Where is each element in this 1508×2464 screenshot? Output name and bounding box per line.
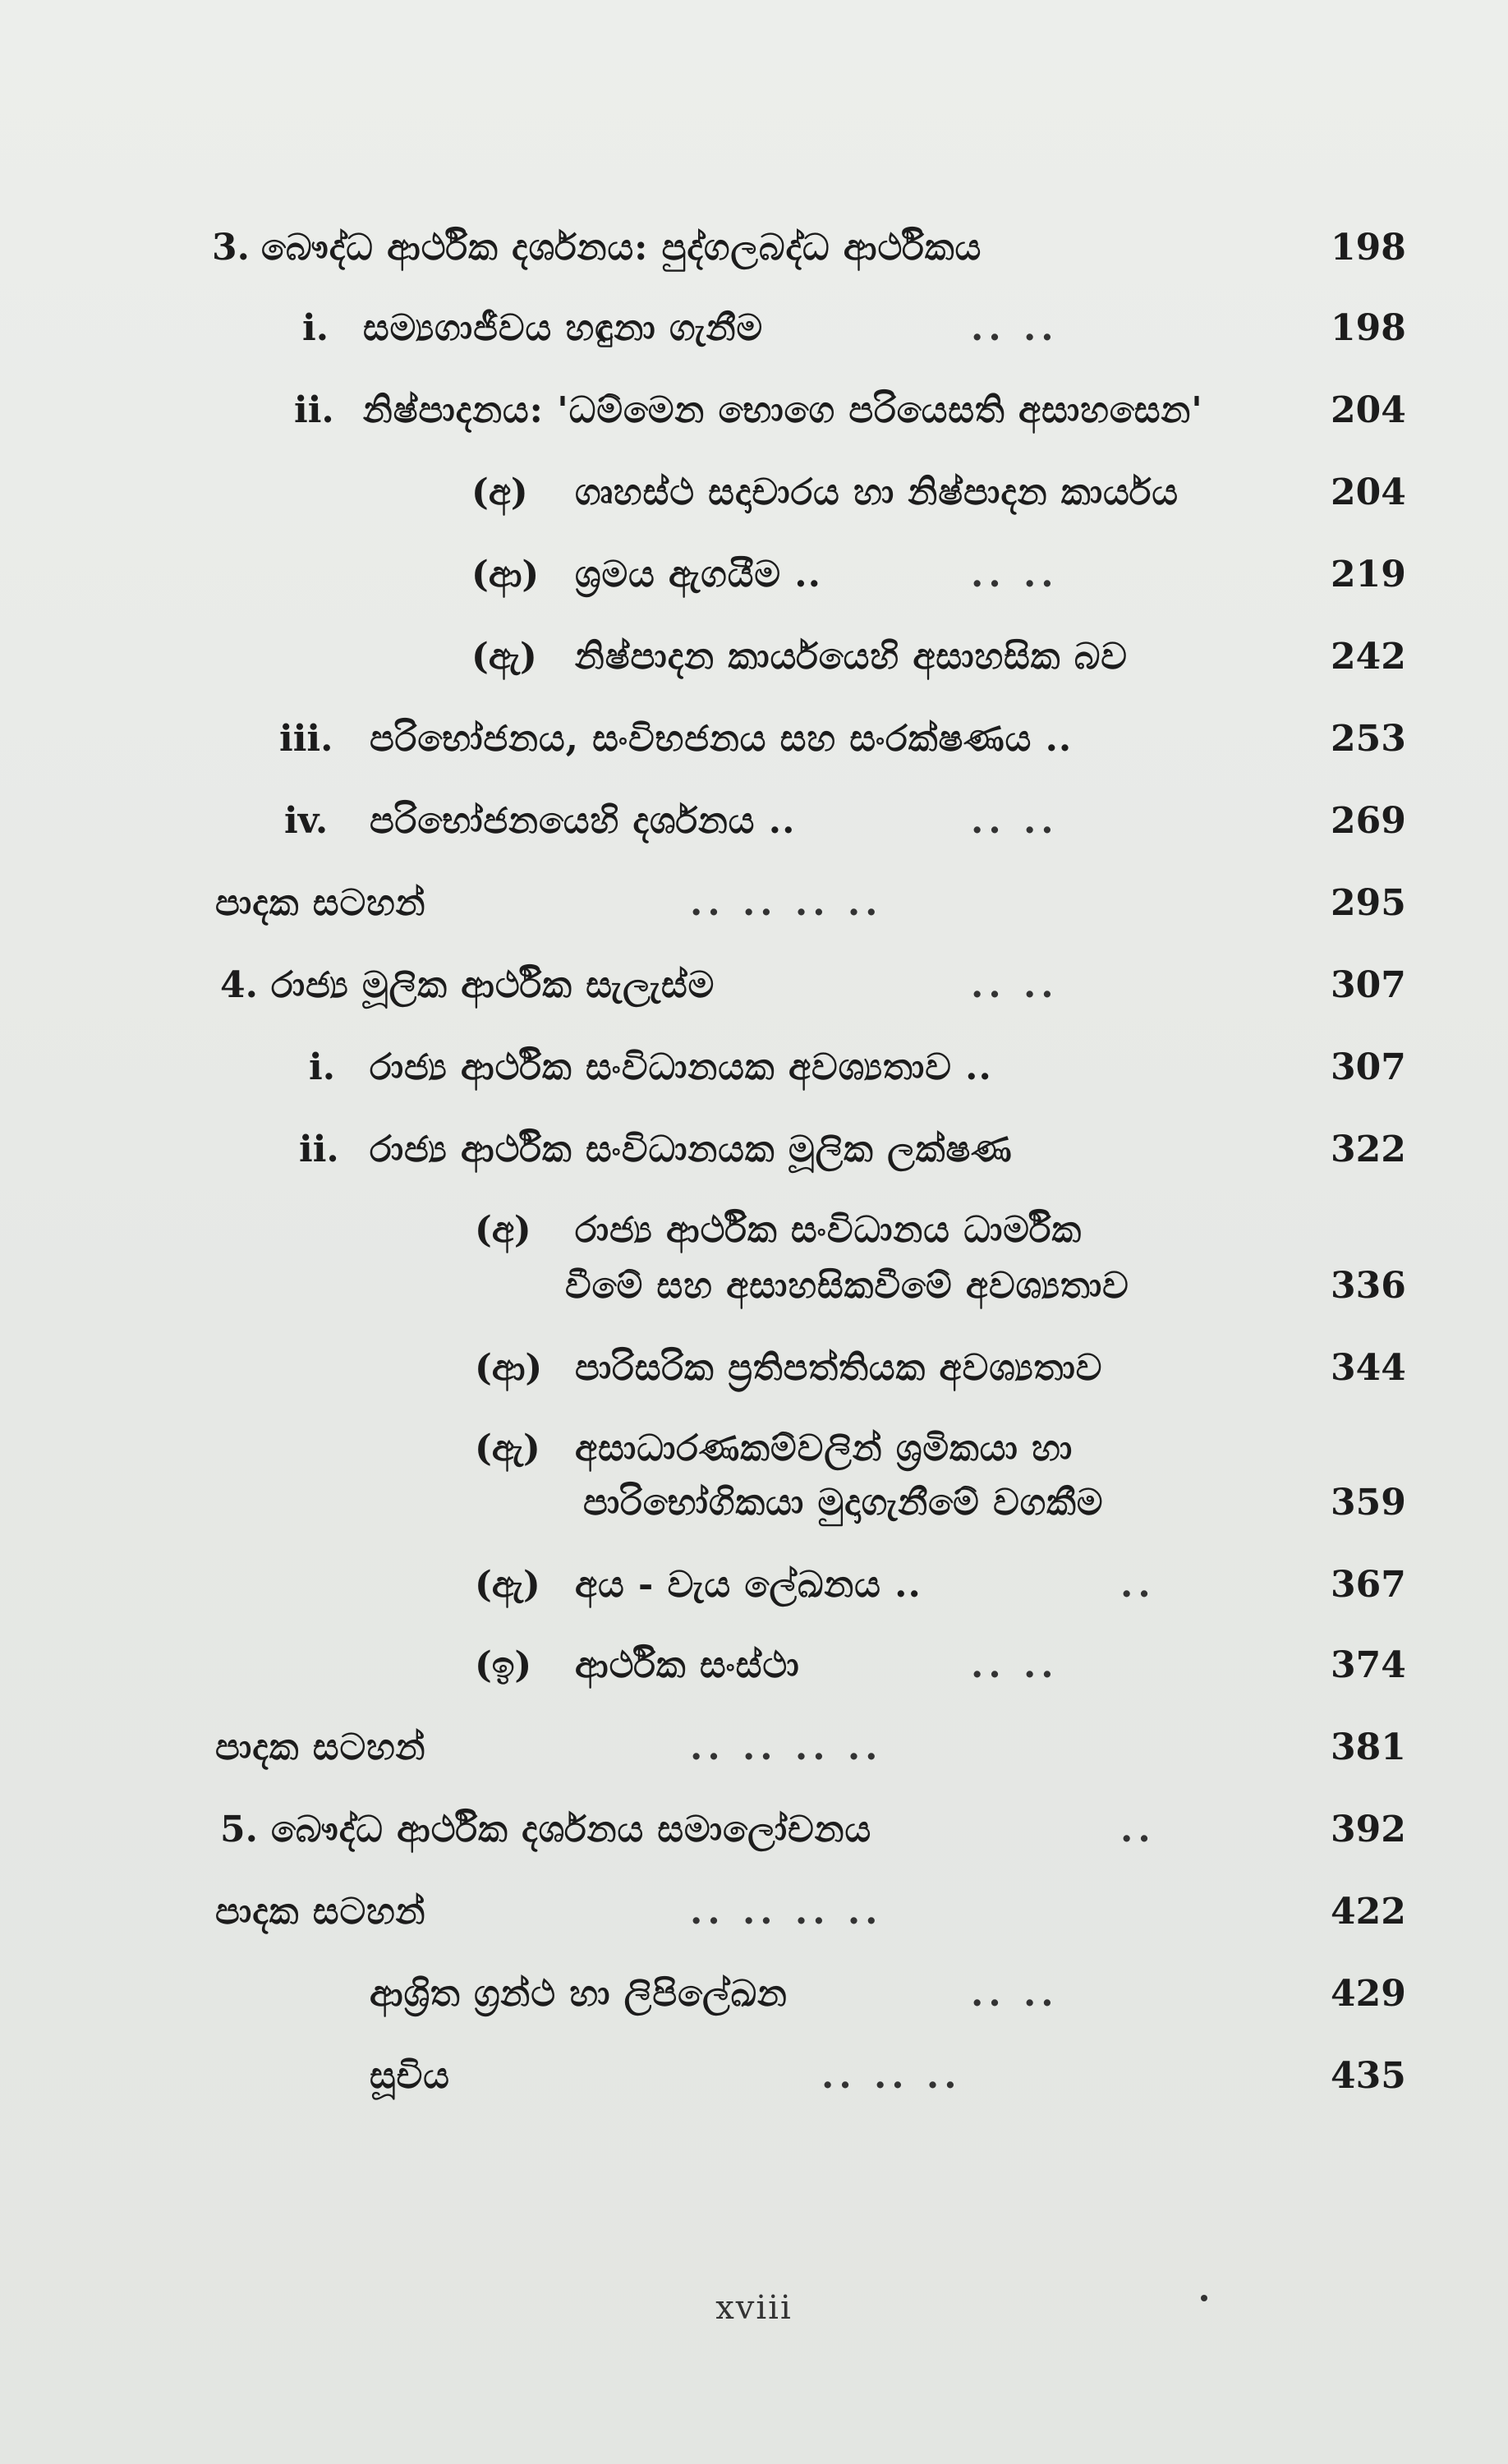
toc-page-number: 435 (1331, 2055, 1406, 2097)
toc-title: නිෂ්පාදනය: 'ධම්මෙන භොගෙ පරියෙසති අසාහසෙන' (363, 389, 1203, 431)
toc-title: රාජ්‍ය ආර්ථික සංවිධානය ධාර්මික (575, 1209, 1083, 1251)
toc-title: පාදක සටහන් (215, 882, 426, 924)
toc-title: බෞද්ධ ආර්ථික දර්ශනය සමාලෝචනය (271, 1809, 872, 1850)
toc-leader-dots: .. .. (971, 964, 1059, 1006)
toc-title: පාදක සටහන් (215, 1891, 426, 1933)
toc-page-number: 295 (1331, 882, 1406, 924)
print-speck (1201, 2295, 1207, 2301)
toc-page-number: 204 (1331, 389, 1406, 431)
toc-subsection-mark: (ඇ) (475, 1427, 540, 1469)
toc-title: ගෘහස්ථ සදාචාරය හා නිෂ්පාදන කාර්යය (575, 471, 1179, 513)
toc-title: පාරිභෝගිකයා මුදාගැනීමේ වගකීම (583, 1482, 1104, 1524)
toc-number: 3. (212, 227, 250, 269)
toc-title: පරිභෝජනය, සංවිභජනය සහ සංරක්ෂණය .. (370, 718, 1073, 760)
toc-title: සම්‍යගාජීවය හඳුනා ගැනීම (363, 307, 764, 349)
page-footer-number: xviii (715, 2289, 793, 2327)
toc-number: 5. (220, 1809, 258, 1850)
toc-page-number: 253 (1331, 718, 1406, 760)
toc-title: පරිභෝජනයෙහි දර්ශනය .. (370, 800, 796, 842)
toc-leader-dots: .. .. (971, 1644, 1059, 1686)
toc-page-number: 307 (1331, 1046, 1406, 1088)
toc-page-number: 219 (1331, 554, 1406, 595)
toc-leader-dots: .. .. .. (821, 2055, 962, 2097)
toc-subsection-mark: (ආ) (471, 554, 540, 595)
toc-title: රාජ්‍ය ආර්ථික සංවිධානයක අවශ්‍යතාව .. (370, 1046, 992, 1088)
toc-page-number: 198 (1331, 307, 1406, 349)
toc-page-number: 204 (1331, 471, 1406, 513)
toc-page-number: 374 (1331, 1644, 1406, 1686)
toc-number: ii. (299, 1129, 339, 1170)
toc-subsection-mark: (ආ) (475, 1347, 543, 1389)
toc-subsection-mark: (ඇ) (475, 1564, 540, 1606)
toc-subsection-mark: (අ) (475, 1209, 531, 1251)
toc-title: රාජ්‍ය මූලික ආර්ථික සැලැස්ම (271, 964, 715, 1006)
toc-page-number: 344 (1331, 1347, 1406, 1389)
toc-page-number: 322 (1331, 1129, 1406, 1170)
toc-page-number: 336 (1331, 1265, 1406, 1307)
toc-leader-dots: .. .. (971, 800, 1059, 842)
toc-title: වීමේ සහ අසාහසිකවීමේ අවශ්‍යතාව (565, 1265, 1129, 1307)
toc-leader-dots: .. .. (971, 1973, 1059, 2015)
toc-title: ආශ්‍රිත ග්‍රන්ථ හා ලිපිලේඛන (370, 1973, 788, 2015)
toc-leader-dots: .. .. (971, 307, 1059, 349)
toc-leader-dots: .. (1120, 1809, 1156, 1850)
toc-page-number: 381 (1331, 1726, 1406, 1768)
toc-leader-dots: .. (1120, 1564, 1156, 1606)
toc-title: ශ්‍රමය ඇගයීම .. (575, 554, 821, 595)
toc-title: බෞද්ධ ආර්ථික දර්ශනය: පුද්ගලබද්ධ ආර්ථිකය (261, 227, 982, 269)
toc-title: අසාධාරණකම්වලින් ශ්‍රමිකයා හා (575, 1427, 1074, 1469)
toc-subsection-mark: (ඉ) (475, 1644, 532, 1686)
toc-page-number: 307 (1331, 964, 1406, 1006)
toc-page-number: 359 (1331, 1482, 1406, 1524)
toc-page-number: 242 (1331, 636, 1406, 678)
toc-page-number: 269 (1331, 800, 1406, 842)
toc-title: පාදක සටහන් (215, 1726, 426, 1768)
toc-number: ii. (294, 389, 334, 431)
toc-leader-dots: .. .. .. .. (690, 1726, 883, 1768)
toc-title: නිෂ්පාදන කාර්යයෙහි අසාහසික බව (575, 636, 1128, 678)
toc-number: i. (302, 307, 329, 349)
toc-title: සූචිය (370, 2055, 450, 2097)
toc-subsection-mark: (අ) (471, 471, 528, 513)
toc-subsection-mark: (ඇ) (471, 636, 537, 678)
toc-leader-dots: .. .. .. .. (690, 1891, 883, 1933)
toc-page-number: 198 (1331, 227, 1406, 269)
toc-page-number: 392 (1331, 1809, 1406, 1850)
toc-number: iii. (279, 718, 333, 760)
toc-number: iv. (284, 800, 329, 842)
toc-page-number: 367 (1331, 1564, 1406, 1606)
toc-title: රාජ්‍ය ආර්ථික සංවිධානයක මූලික ලක්ෂණ (370, 1129, 1013, 1170)
toc-title: පාරිසරික ප්‍රතිපත්තියක අවශ්‍යතාව (575, 1347, 1103, 1389)
toc-number: i. (309, 1046, 336, 1088)
toc-title: අය - වැය ලේඛනය .. (575, 1564, 922, 1606)
toc-leader-dots: .. .. (971, 554, 1059, 595)
toc-page-number: 422 (1331, 1891, 1406, 1933)
toc-page-number: 429 (1331, 1973, 1406, 2015)
toc-number: 4. (220, 964, 258, 1006)
toc-leader-dots: .. .. .. .. (690, 882, 883, 924)
toc-title: ආර්ථික සංස්ථා (575, 1644, 800, 1686)
